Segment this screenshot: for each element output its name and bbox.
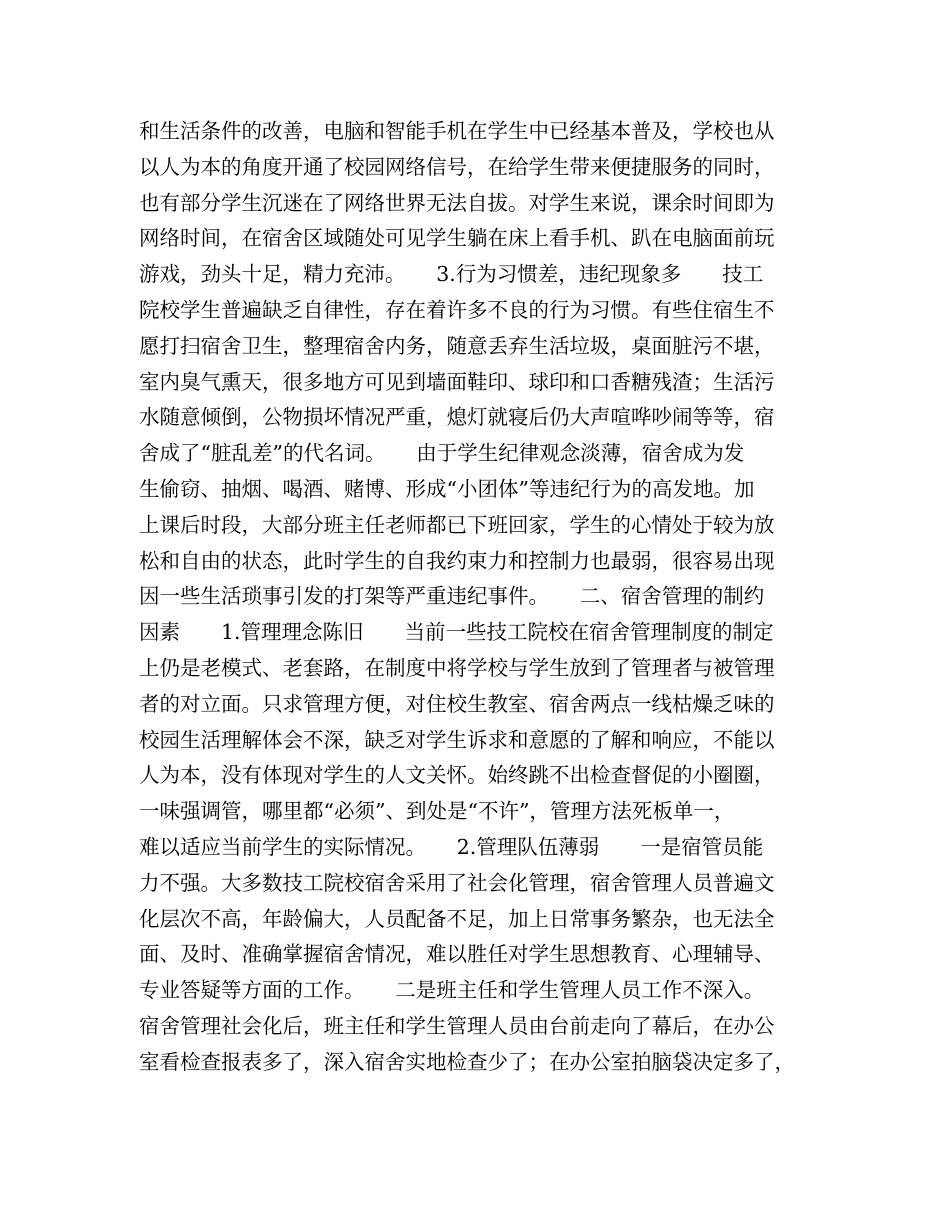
text-line: 生偷窃、抽烟、喝酒、赌博、形成“小团体”等违纪行为的高发地。加 <box>139 476 755 501</box>
text-line: 上仍是老模式、老套路，在制度中将学校与学生放到了管理者与被管理 <box>139 655 775 680</box>
text-line: 院校学生普遍缺乏自律性，存在着许多不良的行为习惯。有些住宿生不 <box>139 297 775 322</box>
text-line: 舍成了“脏乱差”的代名词。 由于学生纪律观念淡薄，宿舍成为发 <box>139 441 745 466</box>
text-line: 难以适应当前学生的实际情况。 2.管理队伍薄弱 一是宿管员能 <box>139 834 764 859</box>
text-line: 面、及时、准确掌握宿舍情况，难以胜任对学生思想教育、心理辅导、 <box>139 942 775 967</box>
text-line: 校园生活理解体会不深，缺乏对学生诉求和意愿的了解和响应，不能以 <box>139 727 775 752</box>
text-line: 上课后时段，大部分班主任老师都已下班回家，学生的心情处于较为放 <box>139 512 775 537</box>
text-line: 力不强。大多数技工院校宿舍采用了社会化管理，宿舍管理人员普遍文 <box>139 870 775 895</box>
text-line: 网络时间，在宿舍区域随处可见学生躺在床上看手机、趴在电脑面前玩 <box>139 226 775 251</box>
text-line: 宿舍管理社会化后，班主任和学生管理人员由台前走向了幕后，在办公 <box>139 1013 775 1038</box>
text-line: 者的对立面。只求管理方便，对住校生教室、宿舍两点一线枯燥乏味的 <box>139 691 775 716</box>
text-line: 松和自由的状态，此时学生的自我约束力和控制力也最弱，很容易出现 <box>139 548 775 573</box>
text-line: 以人为本的角度开通了校园网络信号，在给学生带来便捷服务的同时， <box>139 154 775 179</box>
text-line: 和生活条件的改善，电脑和智能手机在学生中已经基本普及，学校也从 <box>139 119 775 143</box>
text-line: 游戏，劲头十足，精力充沛。 3.行为习惯差，违纪现象多 技工 <box>139 262 764 287</box>
text-line: 化层次不高，年龄偏大，人员配备不足，加上日常事务繁杂，也无法全 <box>139 906 775 931</box>
text-line: 专业答疑等方面的工作。 二是班主任和学生管理人员工作不深入。 <box>139 978 765 1003</box>
text-line: 也有部分学生沉迷在了网络世界无法自拔。对学生来说，课余时间即为 <box>139 190 775 215</box>
text-line: 室内臭气熏天，很多地方可见到墙面鞋印、球印和口香糖残渣；生活污 <box>139 369 775 394</box>
text-line: 愿打扫宿舍卫生，整理宿舍内务，随意丢弃生活垃圾，桌面脏污不堪， <box>139 333 775 358</box>
text-line: 因素 1.管理理念陈旧 当前一些技工院校在宿舍管理制度的制定 <box>139 620 774 645</box>
text-line: 水随意倾倒，公物损坏情况严重，熄灯就寝后仍大声喧哗吵闹等等，宿 <box>139 405 775 430</box>
text-line: 人为本，没有体现对学生的人文关怀。始终跳不出检查督促的小圈圈， <box>139 763 775 788</box>
text-line: 室看检查报表多了，深入宿舍实地检查少了；在办公室拍脑袋决定多了， <box>139 1049 795 1074</box>
text-line: 一味强调管，哪里都“必须”、到处是“不许”，管理方法死板单一， <box>139 799 735 824</box>
body-text <box>139 114 829 1081</box>
text-line: 因一些生活琐事引发的打架等严重违纪事件。 二、宿舍管理的制约 <box>139 584 765 609</box>
